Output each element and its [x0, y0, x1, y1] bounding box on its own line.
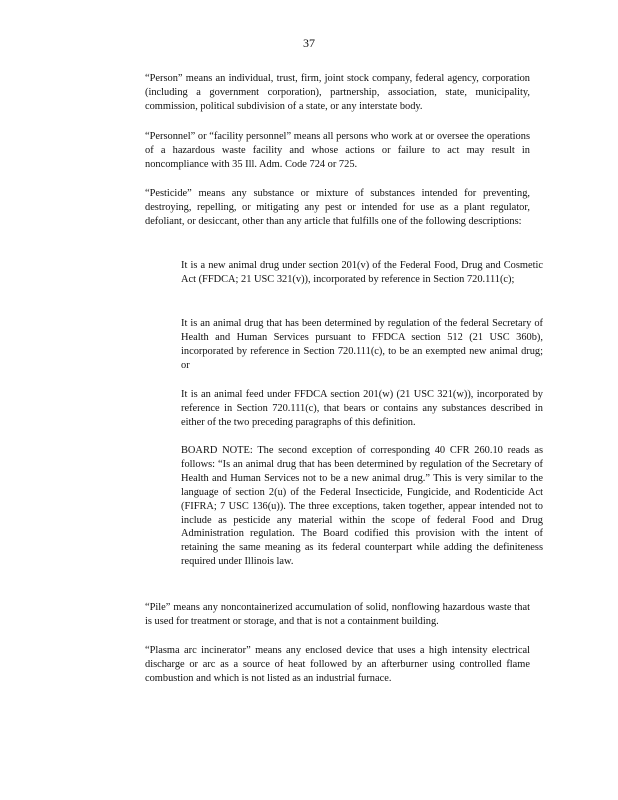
board-note: BOARD NOTE: The second exception of corresponding 40 CFR 260.10 reads as follows: “Is an animal drug that has been determined by regulation of the Secretary of Health and Human Services not to be a new animal drug.” This is very similar to the language of section 2(u) of the Federal Insecticide, Fungicide, and Rodenticide Act (FIFRA; 7 USC 136(u)). The three exceptions, taken together, appear intended not to include as pesticide any material within the scope of federal Food and Drug Administration regulation. The Board codified this provision with the intent of retaining the same meaning as its federal counterpart while adding the definiteness required under Illinois law. [181, 445, 543, 568]
definition-plasma-arc-incinerator: “Plasma arc incinerator” means any enclosed device that uses a high intensity electrical discharge or arc as a source of heat followed by an afterburner using controlled flame combustion and which is not listed as an industrial furnace. [145, 645, 530, 684]
pesticide-exception-1: It is a new animal drug under section 201(v) of the Federal Food, Drug and Cosmetic Act (FFDCA; 21 USC 321(v)), incorporated by reference in Section 720.111(c); [181, 260, 543, 285]
pesticide-exception-2: It is an animal drug that has been determined by regulation of the federal Secretary of Health and Human Services pursuant to FFDCA section 512 (21 USC 360b), incorporated by reference in Section 720.111(c), to be an exempted new animal drug; or [181, 318, 543, 371]
definition-pesticide: “Pesticide” means any substance or mixture of substances intended for preventing, destroying, repelling, or mitigating any pest or intended for use as a plant regulator, defoliant, or desiccant, other than any article that fulfills one of the following descriptions: [145, 188, 530, 227]
definition-pile: “Pile” means any noncontainerized accumulation of solid, nonflowing hazardous waste that is used for treatment or storage, and that is not a containment building. [145, 602, 530, 627]
definition-personnel: “Personnel” or “facility personnel” means all persons who work at or oversee the operations of a hazardous waste facility and whose actions or failure to act may result in noncompliance with 35 Ill. Adm. Code 724 or 725. [145, 131, 530, 170]
pesticide-exception-3: It is an animal feed under FFDCA section 201(w) (21 USC 321(w)), incorporated by reference in Section 720.111(c), that bears or contains any substances described in either of the two preceding paragraphs of this definition. [181, 389, 543, 428]
definition-person: “Person” means an individual, trust, firm, joint stock company, federal agency, corporation (including a government corporation), partnership, association, state, municipality, commission, political subdivision of a state, or any interstate body. [145, 73, 530, 112]
page-number: 37 [303, 36, 315, 50]
